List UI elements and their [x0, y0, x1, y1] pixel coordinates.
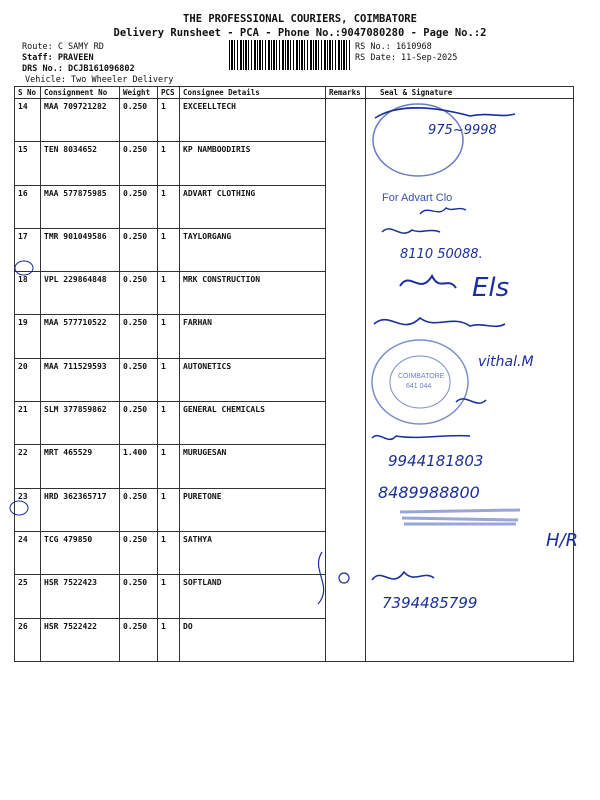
- rs-number: RS No.: 1610968: [355, 42, 432, 52]
- cell-remarks: [326, 358, 366, 401]
- table-row: [15, 185, 574, 228]
- cell-consignment: HRD 362365717: [41, 488, 120, 531]
- cell-pcs: 1: [158, 488, 180, 531]
- cell-signature: [366, 402, 574, 445]
- cell-pcs: 1: [158, 445, 180, 488]
- table-row: [15, 272, 574, 315]
- cell-weight: 0.250: [120, 185, 158, 228]
- cell-sno: 22: [15, 445, 41, 488]
- cell-consignment: TEN 8034652: [41, 142, 120, 185]
- cell-signature: [366, 575, 574, 618]
- cell-consignee: SOFTLAND: [180, 575, 326, 618]
- cell-sno: 25: [15, 575, 41, 618]
- table-row: [15, 488, 574, 531]
- cell-sno: 20: [15, 358, 41, 401]
- cell-signature: [366, 358, 574, 401]
- table-row: [15, 228, 574, 271]
- handwritten-phone-22: 9944181803: [388, 452, 484, 470]
- cell-consignee: GENERAL CHEMICALS: [180, 402, 326, 445]
- table-header: [15, 87, 574, 99]
- cell-sno: 24: [15, 531, 41, 574]
- cell-consignment: VPL 229864848: [41, 272, 120, 315]
- cell-sno: 17: [15, 228, 41, 271]
- cell-sno: 26: [15, 618, 41, 661]
- table-row: [15, 358, 574, 401]
- cell-consignee: ADVART CLOTHING: [180, 185, 326, 228]
- cell-pcs: 1: [158, 185, 180, 228]
- cell-remarks: [326, 531, 366, 574]
- cell-consignment: TCG 479850: [41, 531, 120, 574]
- staff-label: Staff: PRAVEEN: [22, 53, 94, 63]
- stamp-pin: 641 044: [406, 383, 432, 390]
- company-title: THE PROFESSIONAL COURIERS, COIMBATORE: [183, 13, 417, 25]
- barcode: [229, 40, 351, 70]
- cell-consignee: DO: [180, 618, 326, 661]
- cell-signature: [366, 445, 574, 488]
- cell-consignee: PURETONE: [180, 488, 326, 531]
- runsheet-subtitle: Delivery Runsheet - PCA - Phone No.:9047080280 - Page No.:2: [113, 27, 487, 39]
- cell-pcs: 1: [158, 272, 180, 315]
- table-row: [15, 142, 574, 185]
- cell-pcs: 1: [158, 618, 180, 661]
- cell-consignment: MAA 711529593: [41, 358, 120, 401]
- handwritten-phone-14: 975~9998: [428, 123, 497, 138]
- cell-consignee: KP NAMBOODIRIS: [180, 142, 326, 185]
- cell-consignment: MAA 577875985: [41, 185, 120, 228]
- cell-weight: 0.250: [120, 358, 158, 401]
- col-pcs: PCS: [158, 87, 180, 99]
- cell-signature: [366, 228, 574, 271]
- cell-pcs: 1: [158, 315, 180, 358]
- cell-pcs: 1: [158, 142, 180, 185]
- table-row: [15, 531, 574, 574]
- cell-consignment: MRT 465529: [41, 445, 120, 488]
- table-row: [15, 99, 574, 142]
- cell-weight: 0.250: [120, 531, 158, 574]
- cell-consignee: TAYLORGANG: [180, 228, 326, 271]
- cell-sno: 19: [15, 315, 41, 358]
- cell-remarks: [326, 315, 366, 358]
- company-stamp-16: For Advart Clo: [382, 192, 453, 204]
- cell-signature: [366, 142, 574, 185]
- cell-weight: 0.250: [120, 402, 158, 445]
- route-label: Route: C SAMY RD: [22, 42, 104, 52]
- cell-pcs: 1: [158, 575, 180, 618]
- cell-sno: 14: [15, 99, 41, 142]
- cell-consignment: SLM 377859862: [41, 402, 120, 445]
- cell-weight: 0.250: [120, 99, 158, 142]
- cell-consignment: HSR 7522423: [41, 575, 120, 618]
- cell-signature: [366, 618, 574, 661]
- cell-consignment: TMR 901049586: [41, 228, 120, 271]
- cell-pcs: 1: [158, 358, 180, 401]
- cell-consignment: HSR 7522422: [41, 618, 120, 661]
- table-row: [15, 402, 574, 445]
- cell-remarks: [326, 618, 366, 661]
- cell-signature: [366, 185, 574, 228]
- cell-pcs: 1: [158, 228, 180, 271]
- cell-signature: [366, 488, 574, 531]
- cell-remarks: [326, 272, 366, 315]
- cell-pcs: 1: [158, 402, 180, 445]
- cell-remarks: [326, 575, 366, 618]
- runsheet-table: [14, 86, 574, 662]
- cell-remarks: [326, 488, 366, 531]
- cell-weight: 0.250: [120, 575, 158, 618]
- cell-weight: 1.400: [120, 445, 158, 488]
- col-sno: S No: [15, 87, 41, 99]
- cell-remarks: [326, 185, 366, 228]
- cell-consignment: MAA 709721282: [41, 99, 120, 142]
- cell-weight: 0.250: [120, 228, 158, 271]
- col-signature: Seal & Signature: [366, 87, 574, 99]
- handwritten-phone-17: 8110 50088.: [400, 247, 483, 262]
- col-weight: Weight: [120, 87, 158, 99]
- handwritten-signature-20: vithal.M: [478, 354, 534, 370]
- cell-signature: [366, 315, 574, 358]
- stamp-city: COIMBATORE: [398, 373, 445, 380]
- col-remarks: Remarks: [326, 87, 366, 99]
- cell-consignee: MRK CONSTRUCTION: [180, 272, 326, 315]
- col-consignment: Consignment No: [41, 87, 120, 99]
- cell-weight: 0.250: [120, 488, 158, 531]
- table-row: [15, 445, 574, 488]
- cell-weight: 0.250: [120, 618, 158, 661]
- handwritten-phone-26: 7394485799: [382, 594, 478, 612]
- cell-pcs: 1: [158, 531, 180, 574]
- vehicle-label: Vehicle: Two Wheeler Delivery: [25, 75, 174, 85]
- cell-signature: [366, 99, 574, 142]
- cell-consignee: EXCEELLTECH: [180, 99, 326, 142]
- drs-number: DRS No.: DCJB161096802: [22, 64, 135, 74]
- table-row: [15, 575, 574, 618]
- table-row: [15, 618, 574, 661]
- cell-remarks: [326, 99, 366, 142]
- table-row: [15, 315, 574, 358]
- cell-consignee: AUTONETICS: [180, 358, 326, 401]
- cell-remarks: [326, 142, 366, 185]
- cell-remarks: [326, 228, 366, 271]
- handwritten-phone-23: 8489988800: [378, 483, 480, 502]
- cell-weight: 0.250: [120, 315, 158, 358]
- col-consignee: Consignee Details: [180, 87, 326, 99]
- cell-pcs: 1: [158, 99, 180, 142]
- rs-date: RS Date: 11-Sep-2025: [355, 53, 458, 63]
- cell-consignee: SATHYA: [180, 531, 326, 574]
- cell-sno: 16: [15, 185, 41, 228]
- cell-signature: [366, 272, 574, 315]
- cell-consignee: MURUGESAN: [180, 445, 326, 488]
- cell-remarks: [326, 402, 366, 445]
- cell-sno: 23: [15, 488, 41, 531]
- cell-weight: 0.250: [120, 142, 158, 185]
- handwritten-signature-18: Els: [472, 273, 510, 303]
- cell-signature: [366, 531, 574, 574]
- cell-consignee: FARHAN: [180, 315, 326, 358]
- cell-remarks: [326, 445, 366, 488]
- cell-weight: 0.250: [120, 272, 158, 315]
- cell-sno: 15: [15, 142, 41, 185]
- cell-consignment: MAA 577710522: [41, 315, 120, 358]
- cell-sno: 21: [15, 402, 41, 445]
- handwritten-mark-24: H/R: [546, 530, 579, 551]
- cell-sno: 18: [15, 272, 41, 315]
